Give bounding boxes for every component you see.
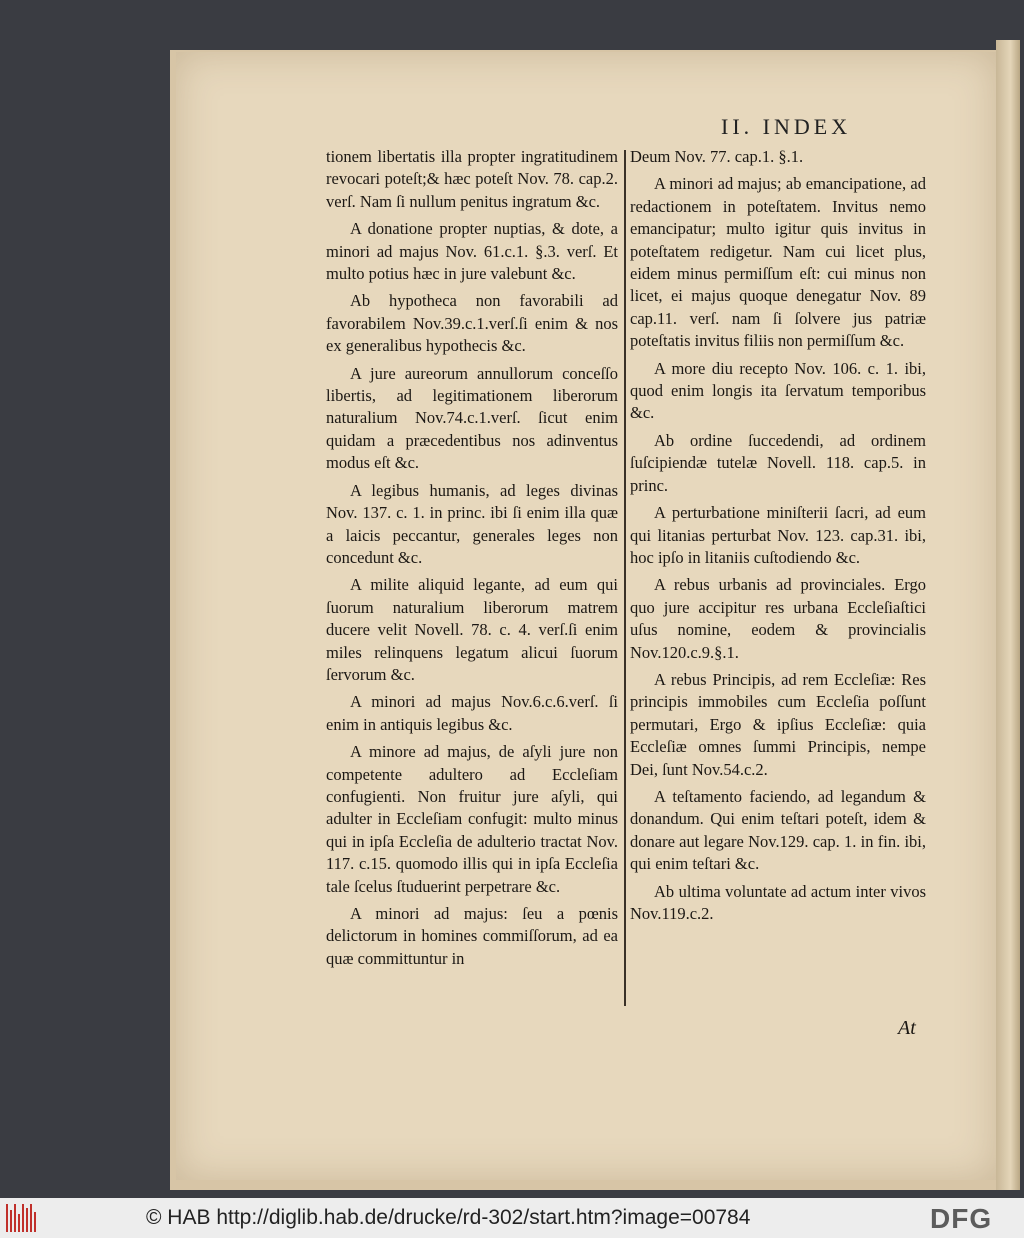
index-entry: A perturbatione miniſterii ſacri, ad eum qui litanias perturbat Nov. 123. cap.31. ibi, hoc ipſo in litaniis cuſtodiendo &c. bbox=[630, 503, 926, 567]
index-entry: A teſtamento faciendo, ad legandum & donandum. Qui enim teſtari poteſt, idem & donare aut legare Nov.129. cap. 1. in fin. ibi, qui enim teſtari &c. bbox=[630, 786, 926, 874]
index-entry: A minori ad majus; ab emancipatione, ad redactionem in poteſtatem. Invitus nemo emancipatur; multo igitur quis invitus in poteſtatem redigetur. Nam cui licet plus, eidem minus permiſſum eſt: cui minus non licet, ei majus quoque denegatur Nov. 89 cap.11. verſ. nam ſi ſolvere jus patriæ poteſtatis invitus filiis non permiſſum &c. bbox=[630, 174, 926, 351]
book-page bbox=[176, 52, 996, 1180]
index-entry: Ab ultima voluntate ad actum inter vivos Nov.119.c.2. bbox=[630, 881, 926, 923]
catchword: At bbox=[898, 1017, 916, 1039]
index-entry: A jure aureorum annullorum conceſſo libertis, ad legitimationem liberorum naturalium Nov.74.c.1.verſ. ſicut enim quidam a præcedentibus nos adinventus modus eſt &c. bbox=[326, 363, 618, 473]
right-column bbox=[630, 146, 926, 930]
hab-barcode-icon bbox=[6, 1204, 40, 1232]
index-entry: Ab hypotheca non favorabili ad favorabilem Nov.39.c.1.verſ.ſi enim & nos ex generalibus hypothecis &c. bbox=[326, 291, 618, 356]
index-entry: A milite aliquid legante, ad eum qui ſuorum naturalium liberorum matrem ducere velit Novell. 78. c. 4. verſ.ſi enim miles relinquens legatum alicui ſuorum ſervorum &c. bbox=[326, 575, 618, 684]
index-entry: A rebus urbanis ad provinciales. Ergo quo jure accipitur res urbana Eccleſiaſtici uſus nomine, eodem & provincialis Nov.120.c.9.§.1. bbox=[630, 575, 926, 662]
index-entry: tionem libertatis illa propter ingratitudinem revocari poteſt;& hæc poteſt Nov. 78. cap.2. verſ. Nam ſi nullum penitus ingratum &c. bbox=[326, 147, 618, 211]
running-header: II. INDEX bbox=[721, 114, 852, 139]
dfg-logo: DFG bbox=[930, 1203, 993, 1234]
column-rule bbox=[624, 150, 626, 1006]
index-entry: A more diu recepto Nov. 106. c. 1. ibi, quod enim longis ita ſervatum temporibus &c. bbox=[630, 358, 926, 423]
index-entry: A minore ad majus, de aſyli jure non competente adultero ad Eccleſiam confugienti. Non fruitur jure aſyli, qui adulter in Eccleſiam confugit: multo minus qui in ipſa Eccleſia de adulterio tractat Nov. 117. c.15. quomodo illis qui in ipſa Eccleſia tale ſcelus ſtuduerint perpetrare &c. bbox=[326, 742, 618, 896]
index-entry: A legibus humanis, ad leges divinas Nov. 137. c. 1. in princ. ibi ſi enim illa quæ a laicis peccantur, generales leges non concedunt &c. bbox=[326, 480, 618, 567]
index-entry: Deum Nov. 77. cap.1. §.1. bbox=[630, 147, 804, 166]
index-entry: A donatione propter nuptias, & dote, a minori ad majus Nov. 61.c.1. §.3. verſ. Et multo potius hæc in jure valebunt &c. bbox=[326, 219, 618, 284]
index-entry: Ab ordine ſuccedendi, ad ordinem ſuſcipiendæ tutelæ Novell. 118. cap.5. in princ. bbox=[630, 430, 926, 495]
index-entry: A rebus Principis, ad rem Eccleſiæ: Res principis immobiles cum Eccleſia poſſunt permutari, Ergo & ipſius Eccleſiæ: quia Eccleſiæ omnes ſummi Principis, nempe Dei, ſunt Nov.54.c.2. bbox=[630, 669, 926, 779]
index-entry: A minori ad majus Nov.6.c.6.verſ. ſi enim in antiquis legibus &c. bbox=[326, 692, 618, 734]
page-edge bbox=[996, 40, 1020, 1190]
left-column bbox=[326, 146, 618, 975]
copyright-link[interactable]: © HAB http://diglib.hab.de/drucke/rd-302/start.htm?image=00784 bbox=[146, 1206, 751, 1229]
viewer-footer bbox=[0, 1198, 1024, 1238]
index-entry: A minori ad majus: ſeu a pœnis delictorum in homines commiſſorum, ad ea quæ committuntur in bbox=[326, 904, 618, 968]
